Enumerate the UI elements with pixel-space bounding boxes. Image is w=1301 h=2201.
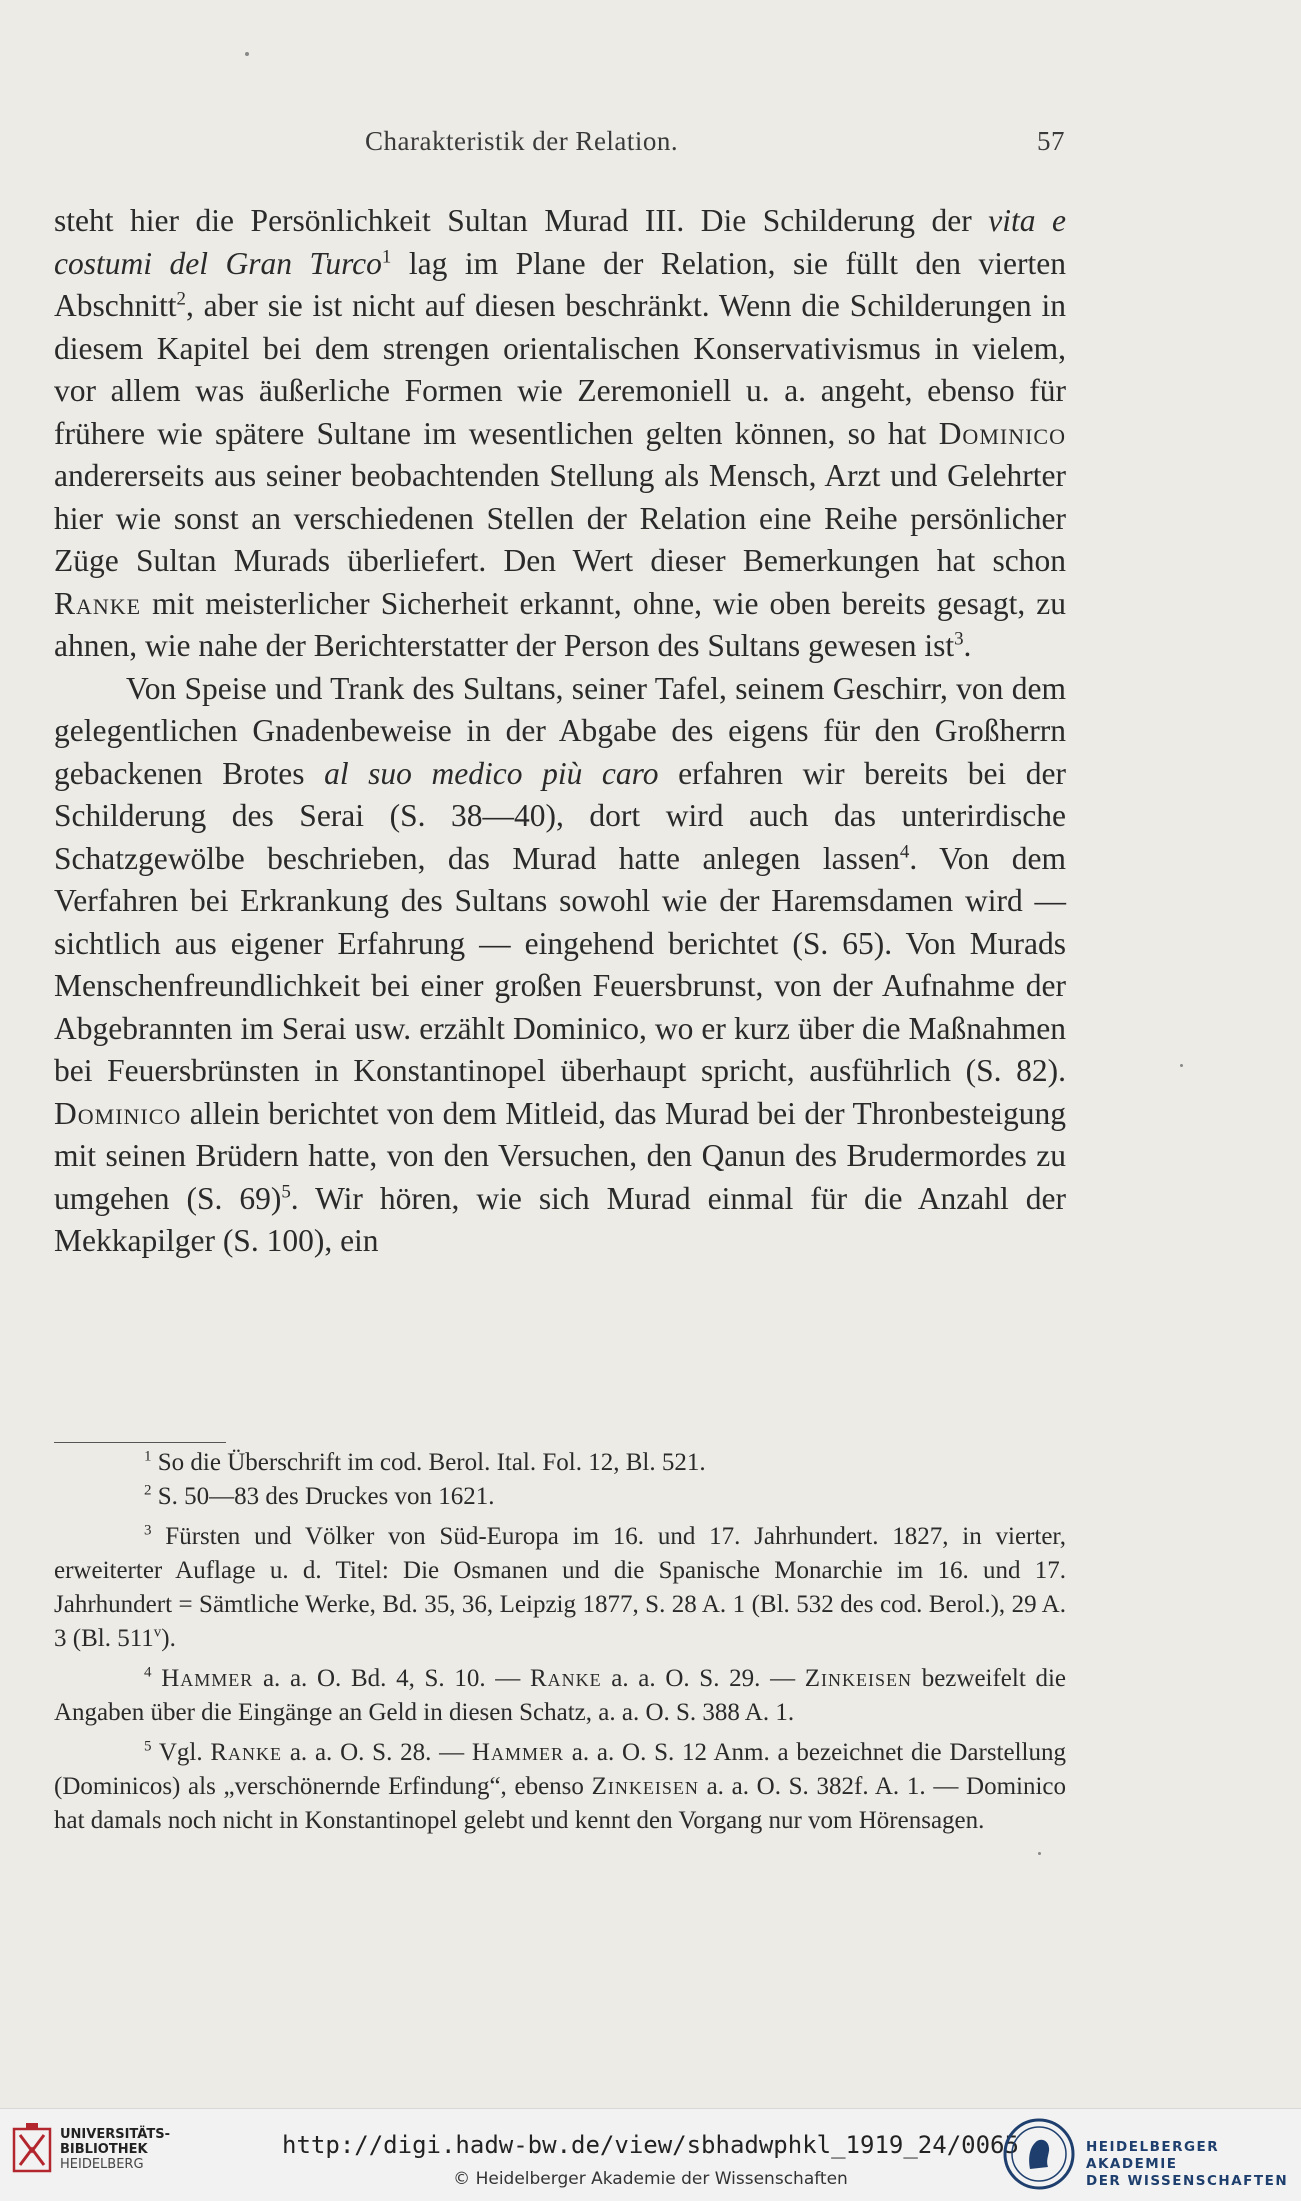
scan-speck — [1038, 1852, 1041, 1855]
text-run: lag im Plane der Relation, sie füllt den vierten Abschnitt — [54, 245, 1067, 323]
footnote-text: a. a. O. S. 28. — — [282, 1739, 472, 1766]
footnote-number: 1 — [144, 1448, 152, 1465]
page-number: 57 — [1037, 126, 1065, 156]
footnote-2 — [54, 1480, 1066, 1514]
text-run: steht hier die Persönlichkeit Sultan Murad III. Die Schilderung der — [54, 203, 989, 238]
italic-phrase: al suo medico più caro — [324, 755, 659, 791]
footnote-ref: 4 — [899, 841, 910, 862]
footnote-text: S. 50—83 des Druckes von 1621. — [151, 1483, 495, 1510]
author-name: Hammer — [471, 1739, 564, 1766]
running-head — [365, 126, 1065, 157]
superscript: v — [153, 1624, 162, 1641]
running-title: Charakteristik der Relation. — [365, 126, 679, 156]
author-name: Hammer — [161, 1665, 254, 1692]
footnote-text: ). — [161, 1625, 176, 1652]
academy-name — [1086, 2139, 1301, 2190]
text-run: . — [963, 628, 972, 663]
library-name-line: BIBLIOTHEK — [60, 2142, 148, 2157]
main-text — [54, 200, 1066, 1263]
footnote-ref: 3 — [954, 628, 964, 650]
paragraph-2 — [54, 668, 1066, 1263]
italic-phrase: vita e costumi del Gran Turco — [54, 203, 1066, 281]
scan-speck — [1180, 1064, 1183, 1067]
footnote-number: 5 — [144, 1738, 152, 1755]
footnote-ref: 1 — [381, 246, 392, 267]
footnote-5 — [54, 1736, 1066, 1838]
library-name-line: HEIDELBERG — [60, 2157, 144, 2172]
footnote-number: 4 — [144, 1664, 152, 1681]
academy-portrait-seal-icon — [1002, 2117, 1076, 2191]
footnote-divider — [54, 1442, 226, 1443]
footnote-text: Fürsten und Völker von Süd-Europa im 16. und 17. Jahrhundert. 1827, in vierter, erweiterter Auflage u. d. Titel: Die Osmanen und die Spanische Monarchie im 16. und 17. Jahrhundert = Sämtliche Werke, Bd. 35, 36, Leipzig 1877, S. 28 A. 1 (Bl. 532 des cod. Berol.), 29 A. 3 (Bl. 511 — [54, 1523, 1066, 1652]
library-name-line: UNIVERSITÄTS- — [60, 2127, 170, 2142]
footnote-text: So die Überschrift im cod. Berol. Ital. Fol. 12, Bl. 521. — [151, 1449, 706, 1476]
footnotes — [54, 1446, 1066, 1838]
footnote-ref: 5 — [281, 1181, 291, 1202]
author-name: Zinkeisen — [804, 1665, 913, 1692]
footnote-number: 2 — [144, 1482, 152, 1499]
paragraph-1 — [54, 200, 1066, 668]
footnote-text: a. a. O. Bd. 4, S. 10. — — [253, 1665, 530, 1692]
viewer-footer — [0, 2108, 1301, 2201]
footnote-text: a. a. O. S. 382f. A. 1. — Dominico hat damals noch nicht in Konstantinopel gelebt und kennt den Vorgang nur vom Hörensagen. — [54, 1773, 1067, 1834]
text-run: erfahren wir bereits bei der Schilderung des Serai (S. 38—40), dort wird auch das unterirdische Schatzgewölbe beschrieben, das Murad hatte anlegen lassen — [54, 755, 1066, 876]
copyright-notice: © Heidelberger Akademie der Wissenschaften — [453, 2169, 848, 2189]
academy-name-line: HEIDELBERGER AKADEMIE — [1086, 2139, 1220, 2172]
footnote-ref: 2 — [176, 288, 186, 310]
author-name: Ranke — [210, 1739, 283, 1766]
text-run: andererseits aus seiner beobachtenden Stellung als Mensch, Arzt und Gelehrter hier wie sonst an verschiedenen Stellen der Relation eine Reihe persönlicher Züge Sultan Murads überliefert. Den Wert dieser Bemerkungen hat schon — [54, 458, 1066, 578]
author-name: Ranke — [54, 585, 142, 621]
author-name: Dominico — [938, 415, 1066, 451]
text-run: allein berichtet von dem Mitleid, das Murad bei der Thronbesteigung mit seinen Brüdern hatte, von den Versuchen, den Qanun des Brudermordes zu umgehen (S. 69) — [54, 1095, 1066, 1216]
footnote-text: a. a. O. S. 29. — — [601, 1665, 805, 1692]
author-name: Ranke — [529, 1665, 602, 1692]
footnote-3 — [54, 1520, 1066, 1656]
footnote-text: Vgl. — [151, 1739, 211, 1766]
scan-speck — [245, 52, 249, 56]
text-run: . Wir hören, wie sich Murad einmal für die Anzahl der Mekkapilger (S. 100), ein — [54, 1180, 1066, 1258]
footnote-number: 3 — [144, 1522, 152, 1539]
author-name: Zinkeisen — [591, 1773, 699, 1800]
author-name: Dominico — [54, 1095, 182, 1131]
text-run: . Von dem Verfahren bei Erkrankung des Sultans sowohl wie der Haremsdamen wird — sichtlich aus eigener Erfahrung — eingehend berichtet (S. 65). Von Murads Menschenfreundlichkeit bei einer großen Feuersbrunst, von der Aufnahme der Abgebrannten im Serai usw. erzählt Dominico, wo er kurz über die Maßnahmen bei Feuersbrünsten in Konstantinopel überhaupt spricht, ausführlich (S. 82). — [54, 840, 1066, 1088]
academy-name-line: DER WISSENSCHAFTEN — [1086, 2173, 1289, 2189]
footnote-1 — [54, 1446, 1066, 1480]
footnote-4 — [54, 1662, 1066, 1730]
permalink-url[interactable]: http://digi.hadw-bw.de/view/sbhadwphkl_1919_24/0065 — [282, 2131, 1019, 2159]
footnote-text: bezweifelt die Angaben über die Eingänge an Geld in diesen Schatz, a. a. O. S. 388 A. 1. — [54, 1665, 1067, 1726]
text-run: , aber sie ist nicht auf diesen beschränkt. Wenn die Schilderungen in diesem Kapitel bei dem strengen orientalischen Konservativismus in vielem, vor allem was äußerliche Formen wie Zeremoniell u. a. angeht, ebenso für frühere wie spätere Sultane im wesentlichen gelten können, so hat — [54, 288, 1066, 451]
footnote-text: a. a. O. S. 12 Anm. a bezeichnet die Darstellung (Dominicos) als „verschönernde Erfindung“, ebenso — [54, 1739, 1066, 1800]
text-run: Von Speise und Trank des Sultans, seiner Tafel, seinem Geschirr, von dem gelegentlichen Gnadenbeweise in der Abgabe des eigens für den Großherrn gebackenen Brotes — [54, 670, 1066, 791]
text-run: mit meisterlicher Sicherheit erkannt, ohne, wie oben bereits gesagt, zu ahnen, wie nahe der Berichterstatter der Person des Sultans gewesen ist — [54, 585, 1066, 663]
